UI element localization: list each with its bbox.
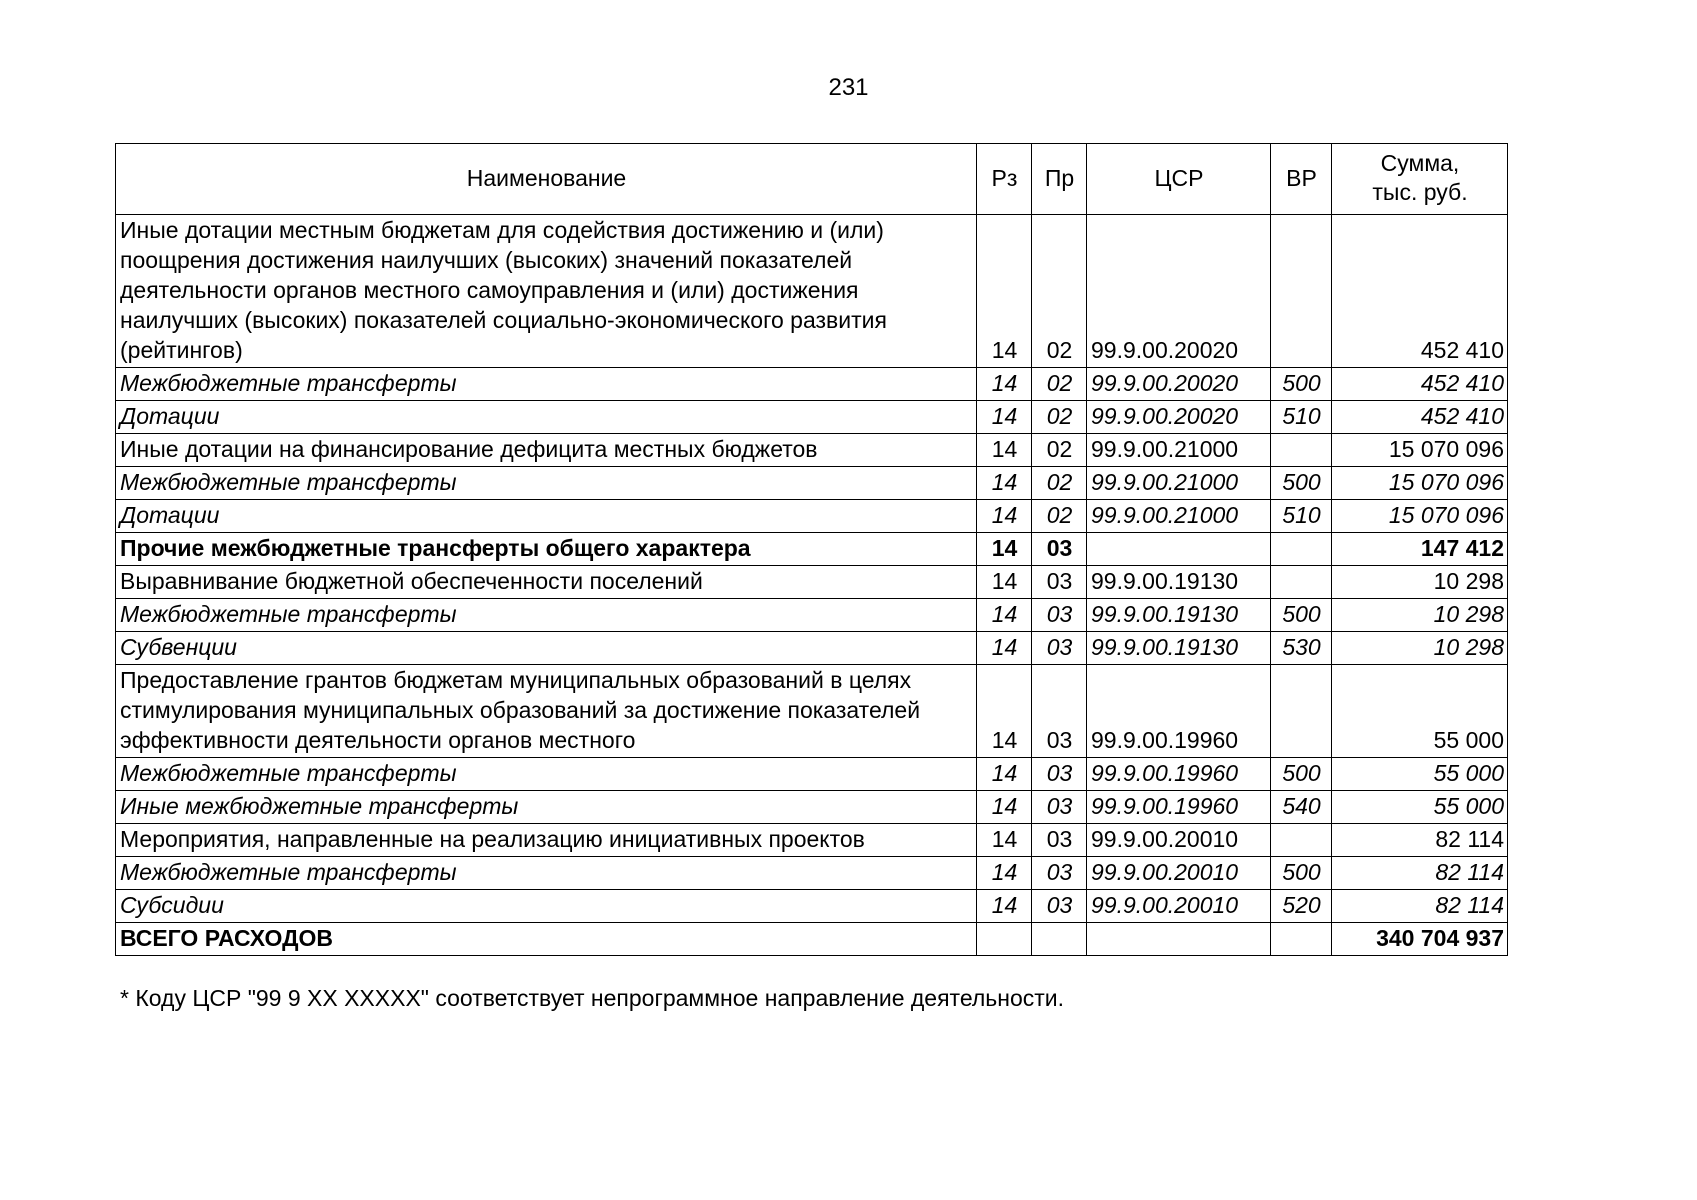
- row-rz: [977, 923, 1032, 956]
- table-row: [116, 533, 1508, 566]
- row-name: Прочие межбюджетные трансферты общего характера: [116, 533, 977, 566]
- row-csr: 99.9.00.19130: [1087, 566, 1271, 599]
- row-sum: 15 070 096: [1332, 467, 1508, 500]
- row-sum: 82 114: [1332, 857, 1508, 890]
- table-row: [116, 434, 1508, 467]
- row-vr: 500: [1271, 758, 1332, 791]
- row-csr: 99.9.00.19960: [1087, 791, 1271, 824]
- row-sum: 15 070 096: [1332, 500, 1508, 533]
- row-pr: 02: [1032, 500, 1087, 533]
- row-sum: 10 298: [1332, 632, 1508, 665]
- row-rz: 14: [977, 500, 1032, 533]
- row-pr: 03: [1032, 632, 1087, 665]
- row-vr: 510: [1271, 500, 1332, 533]
- row-pr: 03: [1032, 566, 1087, 599]
- row-csr: 99.9.00.20010: [1087, 890, 1271, 923]
- row-pr: 02: [1032, 368, 1087, 401]
- row-vr: [1271, 533, 1332, 566]
- header-vr: ВР: [1271, 144, 1332, 215]
- table-row: [116, 857, 1508, 890]
- row-csr: 99.9.00.20010: [1087, 824, 1271, 857]
- row-name: Субвенции: [116, 632, 977, 665]
- row-sum: 55 000: [1332, 758, 1508, 791]
- row-pr: 03: [1032, 824, 1087, 857]
- row-name: Дотации: [116, 401, 977, 434]
- row-name: Межбюджетные трансферты: [116, 467, 977, 500]
- row-rz: 14: [977, 533, 1032, 566]
- row-pr: 03: [1032, 890, 1087, 923]
- row-vr: 530: [1271, 632, 1332, 665]
- row-name: Иные дотации на финансирование дефицита местных бюджетов: [116, 434, 977, 467]
- row-csr: 99.9.00.20010: [1087, 857, 1271, 890]
- row-name: Предоставление грантов бюджетам муниципальных образований в целях стимулирования муниципальных образований за достижение показателей эффективности деятельности органов местного: [116, 665, 977, 758]
- row-sum: 452 410: [1332, 368, 1508, 401]
- row-vr: [1271, 923, 1332, 956]
- row-vr: 500: [1271, 467, 1332, 500]
- row-rz: 14: [977, 401, 1032, 434]
- row-sum: 82 114: [1332, 890, 1508, 923]
- row-rz: 14: [977, 791, 1032, 824]
- row-name: Мероприятия, направленные на реализацию инициативных проектов: [116, 824, 977, 857]
- row-pr: 02: [1032, 434, 1087, 467]
- row-sum: 452 410: [1332, 401, 1508, 434]
- table-row: [116, 599, 1508, 632]
- row-vr: 540: [1271, 791, 1332, 824]
- row-csr: 99.9.00.21000: [1087, 467, 1271, 500]
- row-vr: 500: [1271, 368, 1332, 401]
- row-rz: 14: [977, 434, 1032, 467]
- row-vr: 510: [1271, 401, 1332, 434]
- row-csr: 99.9.00.19960: [1087, 758, 1271, 791]
- row-rz: 14: [977, 665, 1032, 758]
- row-csr: 99.9.00.19960: [1087, 665, 1271, 758]
- row-pr: 03: [1032, 533, 1087, 566]
- row-csr: [1087, 533, 1271, 566]
- row-vr: 500: [1271, 857, 1332, 890]
- row-rz: 14: [977, 632, 1032, 665]
- table-row: [116, 215, 1508, 368]
- row-vr: [1271, 824, 1332, 857]
- row-vr: 500: [1271, 599, 1332, 632]
- table-header-row: [116, 144, 1508, 215]
- table-row: [116, 632, 1508, 665]
- table-row: [116, 665, 1508, 758]
- row-sum: 10 298: [1332, 566, 1508, 599]
- row-sum: 10 298: [1332, 599, 1508, 632]
- row-pr: 02: [1032, 215, 1087, 368]
- row-name: Иные межбюджетные трансферты: [116, 791, 977, 824]
- page-number: 231: [828, 74, 869, 101]
- row-sum: 15 070 096: [1332, 434, 1508, 467]
- row-rz: 14: [977, 215, 1032, 368]
- table-row: [116, 791, 1508, 824]
- row-sum: 147 412: [1332, 533, 1508, 566]
- row-name: Межбюджетные трансферты: [116, 368, 977, 401]
- row-pr: 03: [1032, 758, 1087, 791]
- row-name: Дотации: [116, 500, 977, 533]
- row-vr: [1271, 215, 1332, 368]
- table-row: [116, 566, 1508, 599]
- row-name: Субсидии: [116, 890, 977, 923]
- header-name: Наименование: [116, 144, 977, 215]
- header-rz: Рз: [977, 144, 1032, 215]
- row-name: Межбюджетные трансферты: [116, 758, 977, 791]
- row-csr: 99.9.00.21000: [1087, 500, 1271, 533]
- row-csr: 99.9.00.20020: [1087, 401, 1271, 434]
- table-row: [116, 368, 1508, 401]
- row-sum: 82 114: [1332, 824, 1508, 857]
- header-sum: Сумма, тыс. руб.: [1332, 144, 1508, 215]
- row-vr: [1271, 665, 1332, 758]
- row-vr: [1271, 566, 1332, 599]
- table-total-row: [116, 923, 1508, 956]
- row-vr: 520: [1271, 890, 1332, 923]
- table-row: [116, 890, 1508, 923]
- header-pr: Пр: [1032, 144, 1087, 215]
- row-rz: 14: [977, 857, 1032, 890]
- row-sum: 55 000: [1332, 665, 1508, 758]
- row-sum: 55 000: [1332, 791, 1508, 824]
- row-rz: 14: [977, 758, 1032, 791]
- row-csr: 99.9.00.21000: [1087, 434, 1271, 467]
- row-pr: 02: [1032, 467, 1087, 500]
- row-name: ВСЕГО РАСХОДОВ: [116, 923, 977, 956]
- table-row: [116, 467, 1508, 500]
- row-name: Межбюджетные трансферты: [116, 857, 977, 890]
- footnote: * Коду ЦСР "99 9 XX XXXXX" соответствует непрограммное направление деятельности.: [120, 985, 1065, 1011]
- table-row: [116, 401, 1508, 434]
- row-sum: 452 410: [1332, 215, 1508, 368]
- budget-table: [115, 143, 1508, 956]
- row-vr: [1271, 434, 1332, 467]
- row-pr: 03: [1032, 791, 1087, 824]
- row-rz: 14: [977, 824, 1032, 857]
- header-csr: ЦСР: [1087, 144, 1271, 215]
- row-rz: 14: [977, 890, 1032, 923]
- row-csr: 99.9.00.19130: [1087, 599, 1271, 632]
- row-rz: 14: [977, 467, 1032, 500]
- row-csr: 99.9.00.20020: [1087, 368, 1271, 401]
- row-csr: 99.9.00.19130: [1087, 632, 1271, 665]
- row-rz: 14: [977, 368, 1032, 401]
- row-pr: 03: [1032, 857, 1087, 890]
- row-name: Выравнивание бюджетной обеспеченности поселений: [116, 566, 977, 599]
- row-csr: 99.9.00.20020: [1087, 215, 1271, 368]
- table-row: [116, 824, 1508, 857]
- row-rz: 14: [977, 566, 1032, 599]
- row-pr: 03: [1032, 665, 1087, 758]
- table-row: [116, 758, 1508, 791]
- table-row: [116, 500, 1508, 533]
- row-rz: 14: [977, 599, 1032, 632]
- row-pr: [1032, 923, 1087, 956]
- row-name: Межбюджетные трансферты: [116, 599, 977, 632]
- row-pr: 02: [1032, 401, 1087, 434]
- row-name: Иные дотации местным бюджетам для содействия достижению и (или) поощрения достижения наилучших (высоких) значений показателей деятельности органов местного самоуправления и (или) достижения наилучших (высоких) показателей социально-экономического развития (рейтингов): [116, 215, 977, 368]
- row-sum: 340 704 937: [1332, 923, 1508, 956]
- row-pr: 03: [1032, 599, 1087, 632]
- row-csr: [1087, 923, 1271, 956]
